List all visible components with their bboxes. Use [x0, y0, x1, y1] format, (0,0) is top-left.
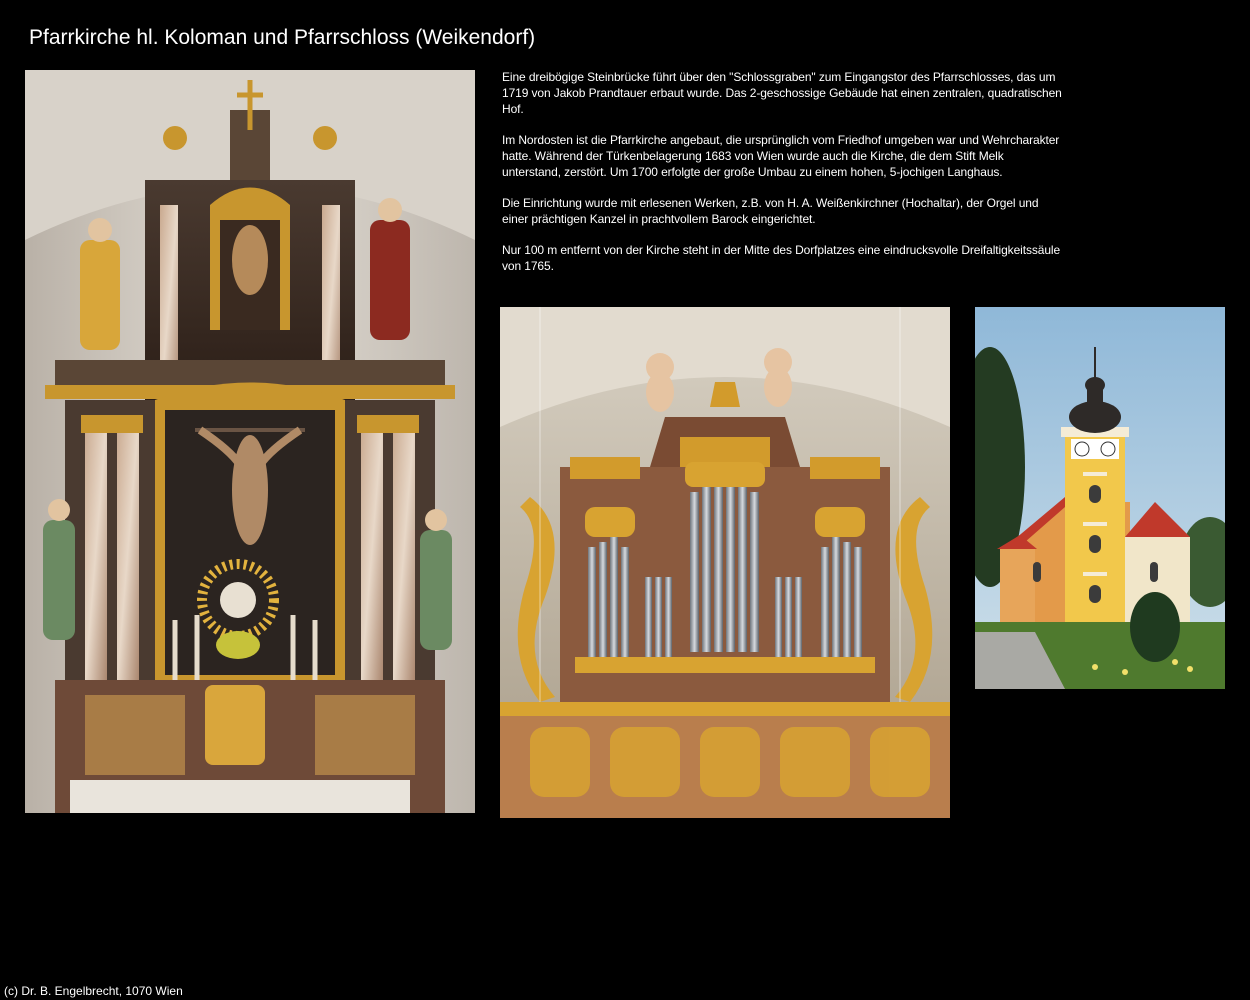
high-altar-photo[interactable] — [25, 70, 475, 813]
copyright-footer: (c) Dr. B. Engelbrecht, 1070 Wien — [4, 984, 183, 998]
description-paragraph-2: Im Nordosten ist die Pfarrkirche angebaut, die ursprünglich vom Friedhof umgeben war und Wehrcharakter hatte. Während der Türkenbelagerung 1683 von Wien wurde auch die Kirche, die dem Stift Melk unterstand, zerstört. Um 1700 erfolgte der große Umbau zu einem hohen, 5-jochigen Langhaus. — [502, 133, 1060, 179]
church-exterior-photo[interactable] — [975, 307, 1225, 689]
organ-photo[interactable] — [500, 307, 950, 818]
description-paragraph-3: Die Einrichtung wurde mit erlesenen Werken, z.B. von H. A. Weißenkirchner (Hochaltar), der Orgel und einer prächtigen Kanzel in prachtvollem Barock eingerichtet. — [502, 196, 1039, 226]
description-paragraph-4: Nur 100 m entfernt von der Kirche steht in der Mitte des Dorfplatzes eine eindrucksvolle Dreifaltigkeitssäule von 1765. — [502, 243, 1061, 273]
description — [502, 69, 1062, 289]
description-paragraph-1: Eine dreibögige Steinbrücke führt über den "Schlossgraben" zum Eingangstor des Pfarrschlosses, das um 1719 von Jakob Prandtauer erbaut wurde. Das 2-geschossige Gebäude hat einen zentralen, quadratischen Hof. — [502, 70, 1062, 116]
page-title: Pfarrkirche hl. Koloman und Pfarrschloss (Weikendorf) — [29, 26, 536, 49]
